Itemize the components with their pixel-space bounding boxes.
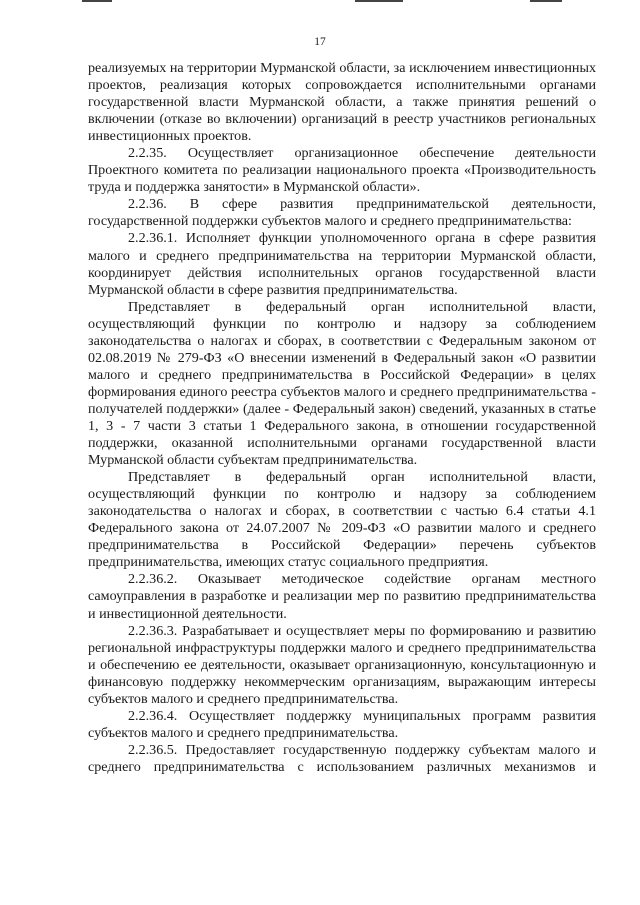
paragraph-2-2-36-3: 2.2.36.3. Разрабатывает и осуществляет меры по формированию и развитию региональной инфраструктуры поддержки малого и среднего предпринимательства и обеспечению ее деятельности, оказывает организационную, консультационную и финансовую поддержку некоммерческим организациям, выражающим интересы субъектов малого и среднего предпринимательства. [88,622,596,707]
paragraph-2-2-36: 2.2.36. В сфере развития предпринимательской деятельности, государственной поддержки субъектов малого и среднего предпринимательства: [88,196,596,230]
paragraph-continuation: реализуемых на территории Мурманской области, за исключением инвестиционных проектов, реализация которых сопровождается исполнительными органами государственной власти Мурманской области, а также принятия решений о включении (отказе во включении) организаций в реестр участников региональных инвестиционных проектов. [88,60,596,145]
paragraph-represents-1: Представляет в федеральный орган исполнительной власти, осуществляющий функции по контролю и надзору за соблюдением законодательства о налогах и сборах, в соответствии с Федеральным законом от 02.08.2019 № 279-ФЗ «О внесении изменений в Федеральный закон «О развитии малого и среднего предпринимательства в Российской Федерации» в целях формирования единого реестра субъектов малого и среднего предпринимательства - получателей поддержки» (далее - Федеральный закон) сведений, указанных в статье 1, 3 - 7 части 3 статьи 1 Федерального закона, в отношении государственной поддержки, оказанной исполнительными органами государственной власти Мурманской области субъектам предпринимательства. [88,298,596,469]
paragraph-2-2-36-2: 2.2.36.2. Оказывает методическое содействие органам местного самоуправления в разработке и реализации мер по развитию предпринимательства и инвестиционной деятельности. [88,571,596,622]
scan-edge-mark [82,0,112,2]
paragraph-2-2-35: 2.2.35. Осуществляет организационное обеспечение деятельности Проектного комитета по реализации национального проекта «Производительность труда и поддержка занятости» в Мурманской области». [88,145,596,196]
page-number: 17 [314,36,326,48]
paragraph-2-2-36-4: 2.2.36.4. Осуществляет поддержку муниципальных программ развития субъектов малого и среднего предпринимательства. [88,707,596,741]
document-body [88,60,596,776]
paragraph-2-2-36-5: 2.2.36.5. Предоставляет государственную поддержку субъектам малого и среднего предпринимательства с использованием различных механизмов и [88,741,596,775]
paragraph-2-2-36-1: 2.2.36.1. Исполняет функции уполномоченного органа в сфере развития малого и среднего предпринимательства на территории Мурманской области, координирует действия исполнительных органов государственной власти Мурманской области в сфере развития предпринимательства. [88,230,596,298]
paragraph-represents-2: Представляет в федеральный орган исполнительной власти, осуществляющий функции по контролю и надзору за соблюдением законодательства о налогах и сборах, в соответствии с частью 6.4 статьи 4.1 Федерального закона от 24.07.2007 № 209-ФЗ «О развитии малого и среднего предпринимательства в Российской Федерации» перечень субъектов предпринимательства, имеющих статус социального предприятия. [88,469,596,571]
scan-edge-mark [355,0,403,2]
scan-edge-mark [530,0,562,2]
